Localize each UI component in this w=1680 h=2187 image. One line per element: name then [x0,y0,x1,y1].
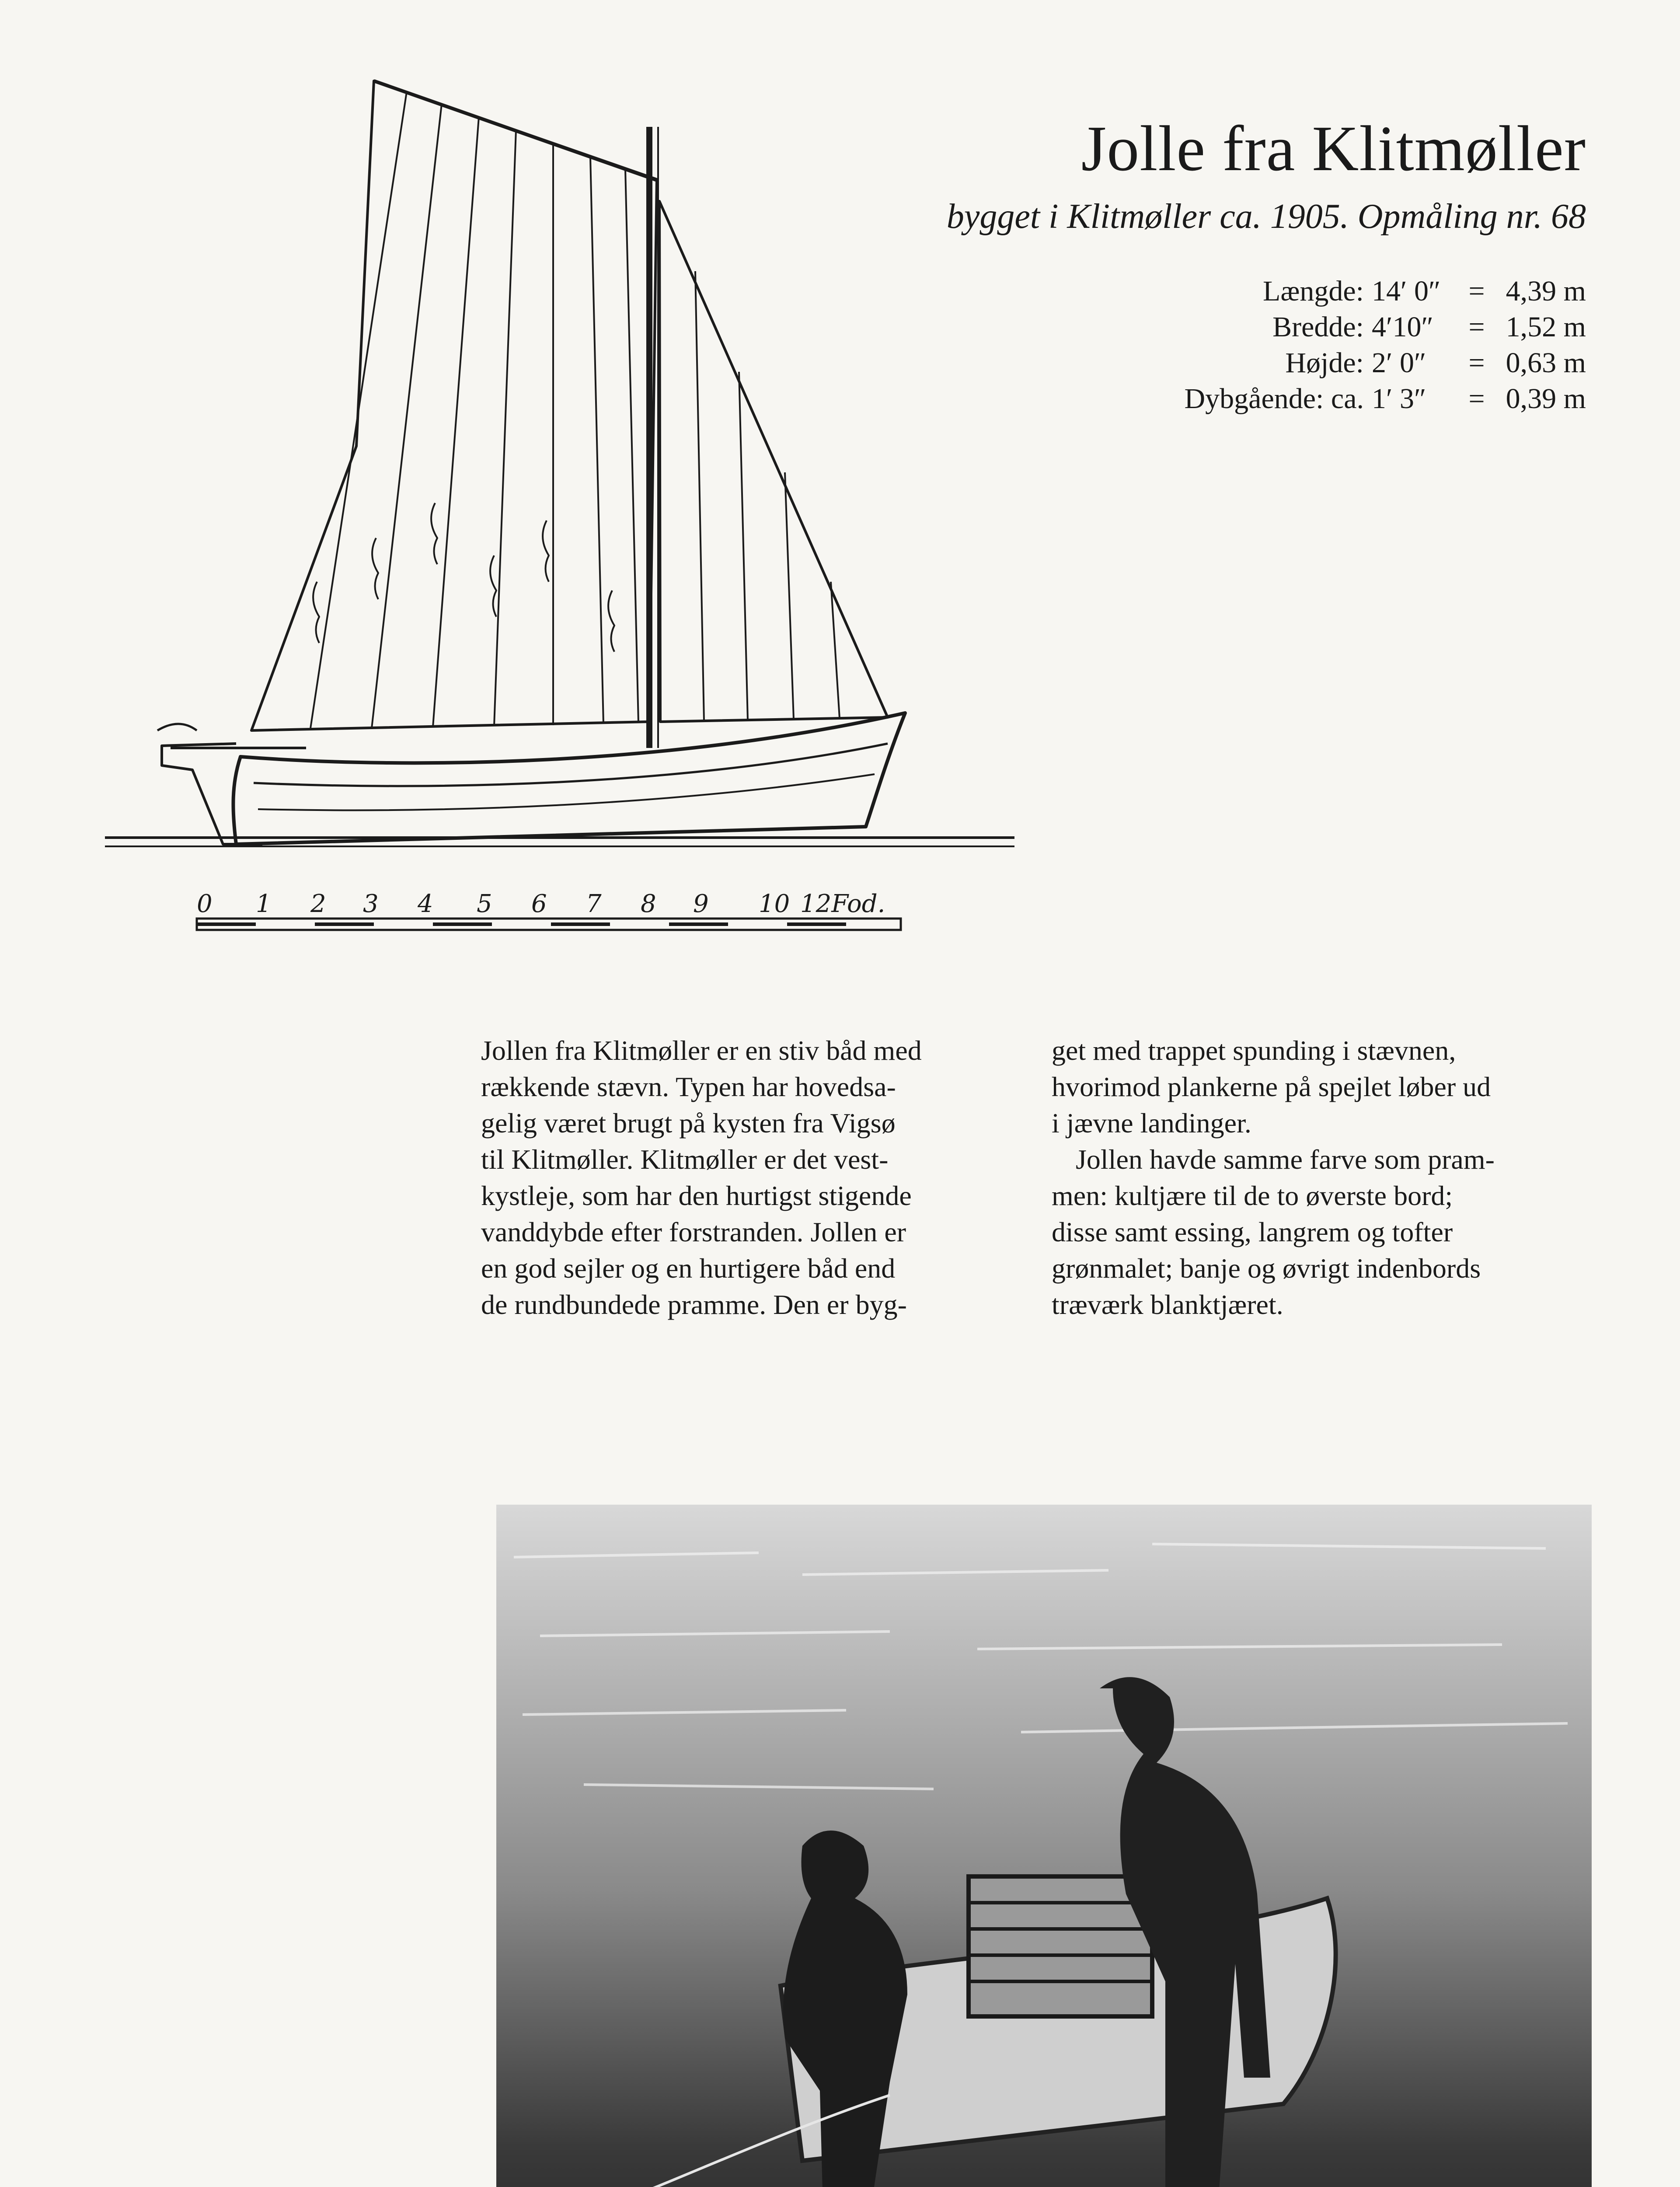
scale-tick-label: 12Fod. [800,890,885,918]
spec-label: Dybgående: ca. [1184,383,1364,415]
scale-labels [197,890,885,918]
text-line: en god sejler og en hurtigere båd end [481,1253,896,1284]
paragraph [481,1032,988,1323]
text-line: men: kultjære til de to øverste bord; [1052,1180,1453,1211]
text-line: til Klitmøller. Klitmøller er det vest- [481,1144,889,1175]
text-line: gelig været brugt på kysten fra Vigsø [481,1107,896,1139]
hull [233,713,905,844]
text-line: kystleje, som har den hurtigst stigende [481,1180,912,1211]
scale-tick-label: 8 [641,890,656,918]
spec-label: Højde: [1285,347,1364,379]
spec-equals: = [1468,311,1485,343]
spec-imperial: 2′ 0″ [1372,347,1426,379]
text-line: hvorimod plankerne på spejlet løber ud [1052,1071,1491,1102]
scale-tick-label: 9 [693,890,709,918]
paragraph [1052,1032,1559,1141]
scale-tick-label: 4 [418,890,433,918]
scale-tick-label: 2 [310,890,326,918]
page-title: Jolle fra Klitmøller [1081,113,1586,185]
spec-label: Længde: [1263,275,1364,307]
body-text-right [1052,1032,1559,1323]
spec-row [1061,345,1586,381]
scale-tick-label: 1 [256,890,272,918]
spec-metric: 1,52 m [1506,311,1586,343]
foresail [659,201,888,722]
scale-tick-label: 5 [477,890,492,918]
text-line: grønmalet; banje og øvrigt indenbords [1052,1253,1481,1284]
scale-tick-label: 6 [531,890,547,918]
text-line: Jollen fra Klitmøller er en stiv båd med [481,1035,922,1066]
spec-imperial: 1′ 3″ [1372,383,1426,415]
spec-row [1061,273,1586,309]
spec-label: Bredde: [1272,311,1364,343]
sail-plan-drawing [105,66,1014,962]
lobster-pot [969,1876,1152,2016]
scale-bar [197,919,901,930]
text-line: i jævne landinger. [1052,1107,1251,1139]
text-line: Jollen havde samme farve som pram- [1076,1144,1495,1175]
body-text-left [481,1032,988,1323]
photograph [496,1505,1592,2187]
text-line: get med trappet spunding i stævnen, [1052,1035,1456,1066]
spec-row [1061,309,1586,345]
spec-equals: = [1468,383,1485,415]
spec-equals: = [1468,347,1485,379]
paragraph [1052,1141,1559,1323]
scale-tick-label: 10 [759,890,790,918]
spec-equals: = [1468,275,1485,307]
dimensions-table [1061,273,1586,417]
text-line: de rundbundede pramme. Den er byg- [481,1289,907,1320]
subtitle: bygget i Klitmøller ca. 1905. Opmåling nr. 68 [946,197,1586,236]
spec-metric: 4,39 m [1506,275,1586,307]
spec-imperial: 14′ 0″ [1372,275,1441,307]
scale-tick-label: 7 [586,890,602,918]
spec-row [1061,381,1586,417]
spec-metric: 0,63 m [1506,347,1586,379]
text-line: disse samt essing, langrem og tofter [1052,1216,1453,1247]
text-line: træværk blanktjæret. [1052,1289,1283,1320]
text-line: vanddybde efter forstranden. Jollen er [481,1216,906,1247]
scale-tick-label: 3 [363,890,379,918]
text-line: rækkende stævn. Typen har hovedsa- [481,1071,896,1102]
spec-metric: 0,39 m [1506,383,1586,415]
spec-imperial: 4′10″ [1372,311,1433,343]
scale-tick-label: 0 [197,890,213,918]
